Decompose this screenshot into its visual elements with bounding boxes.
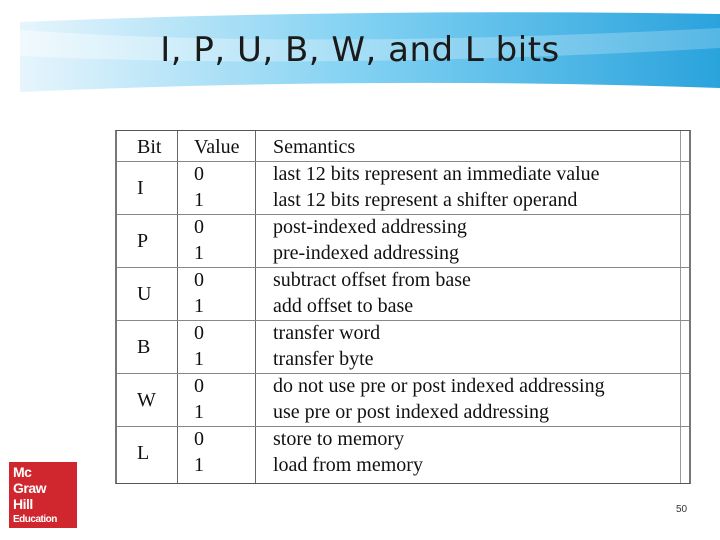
bit-value: 0 <box>194 428 204 450</box>
mcgraw-hill-logo <box>9 462 77 528</box>
semantics-text: transfer byte <box>273 348 374 370</box>
bit-label: U <box>137 283 152 305</box>
logo-line: Graw <box>13 480 47 496</box>
bit-value: 1 <box>194 295 204 317</box>
bit-label: I <box>137 177 144 199</box>
semantics-text: subtract offset from base <box>273 269 471 291</box>
slide-title: I, P, U, B, W, and L bits <box>160 30 560 70</box>
semantics-text: last 12 bits represent a shifter operand <box>273 189 578 211</box>
semantics-text: add offset to base <box>273 295 414 317</box>
bit-value: 0 <box>194 269 204 291</box>
semantics-text: do not use pre or post indexed addressing <box>273 375 605 397</box>
bit-value: 0 <box>194 216 204 238</box>
header-bit: Bit <box>137 136 162 158</box>
semantics-text: post-indexed addressing <box>273 216 467 238</box>
page-number: 50 <box>676 504 688 515</box>
header-value: Value <box>194 136 240 158</box>
semantics-text: transfer word <box>273 322 381 344</box>
semantics-text: last 12 bits represent an immediate value <box>273 163 600 185</box>
column-divider <box>680 131 681 483</box>
semantics-text: use pre or post indexed addressing <box>273 401 550 423</box>
bit-value: 0 <box>194 375 204 397</box>
bit-label: B <box>137 336 151 358</box>
header-semantics: Semantics <box>273 136 356 158</box>
bit-label: W <box>137 389 156 411</box>
bit-value: 0 <box>194 322 204 344</box>
column-divider <box>177 131 178 483</box>
semantics-text: store to memory <box>273 428 405 450</box>
semantics-text: load from memory <box>273 454 423 476</box>
bits-table <box>115 130 691 484</box>
bit-value: 1 <box>194 348 204 370</box>
logo-line: Hill <box>13 496 33 512</box>
column-divider <box>255 131 256 483</box>
bit-value: 1 <box>194 242 204 264</box>
logo-line: Mc <box>13 464 32 480</box>
bit-label: P <box>137 230 149 252</box>
bit-value: 1 <box>194 401 204 423</box>
bit-value: 0 <box>194 163 204 185</box>
bit-value: 1 <box>194 189 204 211</box>
bit-value: 1 <box>194 454 204 476</box>
semantics-text: pre-indexed addressing <box>273 242 460 264</box>
bit-label: L <box>137 442 150 464</box>
logo-line: Education <box>13 514 57 525</box>
